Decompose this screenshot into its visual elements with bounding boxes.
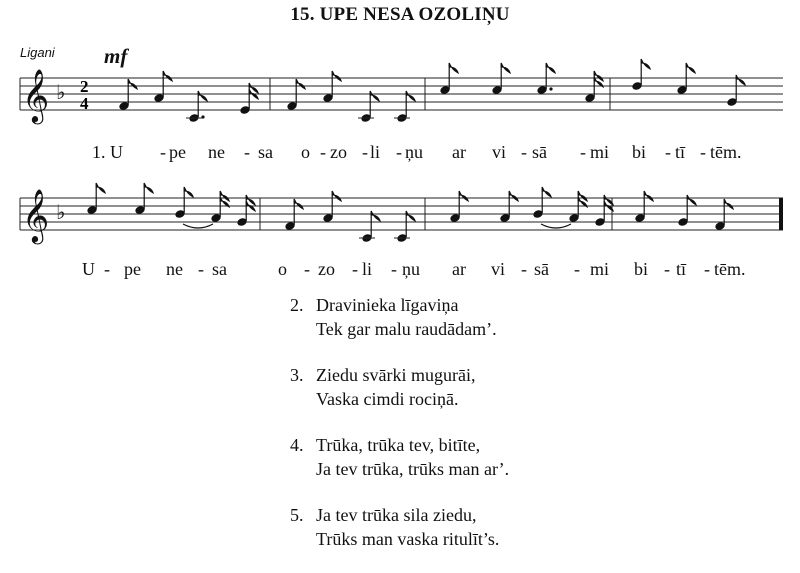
verse-line: Trūka, trūka tev, bitīte, (316, 435, 481, 455)
lyric-syllable: ar (452, 142, 466, 162)
lyric-syllable: o (301, 142, 310, 162)
treble-clef-icon: 𝄞 (22, 68, 50, 122)
lyric-syllable: vi (492, 142, 507, 162)
note-flag (163, 71, 172, 81)
lyric-syllable: mi (590, 259, 610, 279)
lyric-syllable: - (574, 259, 580, 279)
lyric-syllable: 1. U (92, 142, 123, 162)
lyric-syllable: - (665, 142, 671, 162)
verse-line: Ja tev trūka, trūks man ar’. (316, 459, 510, 479)
music-staff-1 (0, 50, 800, 150)
note-flag (546, 63, 555, 73)
note-flag (406, 91, 415, 101)
lyric-syllable: ņu (405, 142, 423, 162)
lyric-syllable: sā (532, 142, 547, 162)
note-flag (332, 191, 341, 201)
lyric-syllable: li (370, 142, 381, 162)
lyric-syllable: ne (166, 259, 183, 279)
note-flag (406, 211, 415, 221)
note-flag (542, 187, 551, 197)
lyric-syllable: U (82, 259, 95, 279)
note-flag (509, 191, 518, 201)
lyric-syllable: sā (534, 259, 549, 279)
lyric-syllable: li (362, 259, 373, 279)
lyric-syllable: sa (258, 142, 273, 162)
verse-line: Ja tev trūka sila ziedu, (316, 505, 477, 525)
lyrics-line-2 (0, 259, 800, 283)
note-flag (371, 211, 380, 221)
note-flag (332, 71, 341, 81)
note-flag (687, 195, 696, 205)
verse-number: 4. (290, 435, 304, 455)
verse-number: 3. (290, 365, 304, 385)
lyric-syllable: - (104, 259, 110, 279)
verse-line: Trūks man vaska ritulīt’s. (316, 529, 500, 549)
song-title: 15. UPE NESA OZOLIŅU (290, 4, 510, 25)
lyric-syllable: - (704, 259, 710, 279)
note-flag (198, 91, 207, 101)
note-flag (644, 191, 653, 201)
time-signature-bottom: 4 (80, 94, 89, 113)
note-flag (459, 191, 468, 201)
lyric-syllable: bi (634, 259, 649, 279)
note-flag (641, 59, 650, 69)
note-flag (296, 79, 305, 89)
lyric-syllable: - (580, 142, 586, 162)
note-flag (736, 75, 745, 85)
lyric-syllable: - (352, 259, 358, 279)
lyric-syllable: tī (675, 142, 686, 162)
dynamic-marking: mf (104, 44, 128, 68)
note-dot (201, 115, 204, 118)
lyric-syllable: vi (491, 259, 506, 279)
verse-line: Ziedu svārki mugurāi, (316, 365, 476, 385)
lyrics-line-1 (0, 142, 800, 166)
note-flag (686, 63, 695, 73)
lyric-syllable: - (362, 142, 368, 162)
note-flag (294, 199, 303, 209)
lyric-syllable: - (320, 142, 326, 162)
lyric-syllable: tī (676, 259, 687, 279)
note-flag (128, 79, 137, 89)
note-flag (449, 63, 458, 73)
flat-key-icon: ♭ (56, 200, 66, 224)
music-staff-2 (0, 170, 800, 270)
tempo-marking: Ligani (20, 45, 55, 60)
flat-key-icon: ♭ (56, 80, 66, 104)
lyric-syllable: tēm. (710, 142, 742, 162)
lyric-syllable: - (198, 259, 204, 279)
note-flag (184, 187, 193, 197)
lyric-syllable: zo (330, 142, 347, 162)
note-flag (96, 183, 105, 193)
lyric-syllable: mi (590, 142, 610, 162)
lyric-syllable: ne (208, 142, 225, 162)
lyric-syllable: ar (452, 259, 466, 279)
note-flag (724, 199, 733, 209)
lyric-syllable: - (304, 259, 310, 279)
lyric-syllable: - (521, 259, 527, 279)
lyric-syllable: - (396, 142, 402, 162)
verse-number: 5. (290, 505, 304, 525)
lyric-syllable: sa (212, 259, 227, 279)
verse-line: Tek gar malu raudādam’. (316, 319, 497, 339)
treble-clef-icon: 𝄞 (22, 188, 50, 242)
lyric-syllable: bi (632, 142, 647, 162)
lyric-syllable: zo (318, 259, 335, 279)
note-flag (501, 63, 510, 73)
final-bar-line (779, 198, 783, 230)
verse-line: Dravinieka līgaviņa (316, 295, 459, 315)
lyric-syllable: - (521, 142, 527, 162)
slur (183, 224, 213, 228)
note-dot (549, 87, 552, 90)
lyric-syllable: pe (169, 142, 186, 162)
lyric-syllable: - (391, 259, 397, 279)
slur (541, 224, 571, 228)
time-signature-top: 2 (80, 77, 89, 96)
lyric-syllable: tēm. (714, 259, 746, 279)
lyric-syllable: - (700, 142, 706, 162)
note-flag (370, 91, 379, 101)
lyric-syllable: pe (124, 259, 141, 279)
verse-line: Vaska cimdi rociņā. (316, 389, 459, 409)
lyric-syllable: - (160, 142, 166, 162)
verse-number: 2. (290, 295, 304, 315)
note-flag (144, 183, 153, 193)
lyric-syllable: - (244, 142, 250, 162)
lyric-syllable: o (278, 259, 287, 279)
lyric-syllable: ņu (402, 259, 420, 279)
lyric-syllable: - (664, 259, 670, 279)
